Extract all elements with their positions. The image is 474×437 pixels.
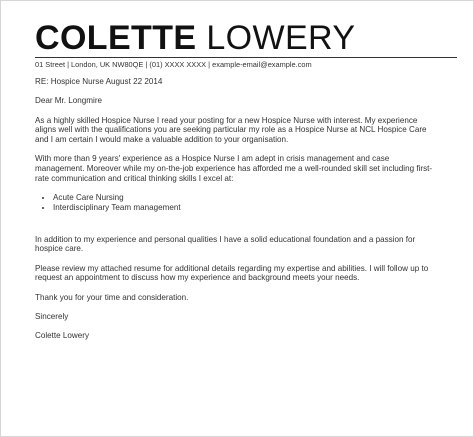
paragraph-experience: With more than 9 years' experience as a Hospice Nurse I am adept in crisis management and case management. Moreover while my on-the-job experience has afforded me a well-rounded skill set including first-rate communication and critical thinking skills I excel at: [35, 154, 433, 184]
contact-line [35, 60, 312, 69]
thanks-line: Thank you for your time and consideration. [35, 292, 189, 302]
letter-body [35, 77, 439, 351]
contact-city: London, UK NW80QE [71, 60, 144, 69]
closing: Sincerely [35, 312, 69, 322]
re-line: RE: Hospice Nurse August 22 2014 [35, 77, 163, 86]
last-name: LOWERY [206, 19, 356, 57]
skills-list [35, 193, 439, 212]
paragraph-follow-up: Please review my attached resume for additional details regarding my expertise and abilities. I will follow up to request an appointment to discuss how my experience and background meets your needs. [35, 263, 429, 283]
contact-phone: (01) XXXX XXXX [149, 60, 207, 69]
contact-separator: | [145, 60, 148, 69]
contact-separator: | [208, 60, 211, 69]
contact-address: 01 Street [35, 60, 65, 69]
header-divider [35, 57, 457, 58]
letter-header [35, 21, 453, 55]
contact-email: example-email@example.com [212, 60, 312, 69]
salutation: Dear Mr. Longmire [35, 96, 103, 106]
signature-name: Colette Lowery [35, 331, 89, 341]
skill-item: • Acute Care Nursing [53, 193, 439, 203]
first-name: COLETTE [35, 19, 197, 57]
contact-separator: | [67, 60, 69, 69]
paragraph-intro: As a highly skilled Hospice Nurse I read your posting for a new Hospice Nurse with interest. My experience aligns well with the qualifications you are seeking particular my role as a Hospice Nurse at NCL Hospice Care and I am certain I would make a valuable addition to your organisation. [35, 115, 427, 145]
applicant-name [35, 21, 453, 55]
paragraph-education: In addition to my experience and personal qualities I have a solid educational foundation and a passion for hospice care. [35, 234, 416, 254]
skill-item: • Interdisciplinary Team management [53, 203, 439, 213]
